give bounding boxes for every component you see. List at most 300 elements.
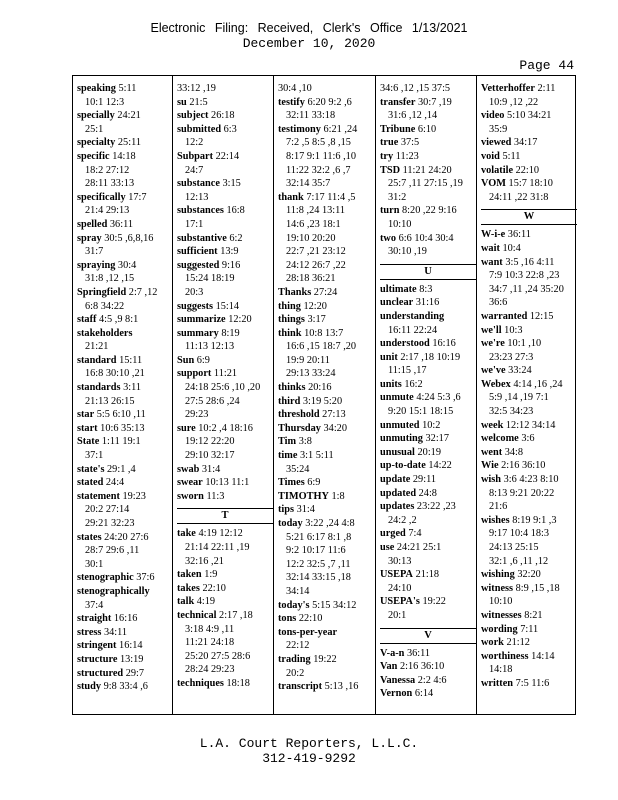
entry-continuation-line	[177, 136, 273, 150]
index-word: su	[177, 96, 187, 108]
page-line-refs: 6:9	[196, 354, 210, 366]
index-word: sure	[177, 422, 196, 434]
page-line-refs: 24:18 25:6 ,10 ,20	[185, 382, 261, 394]
index-word: statement	[77, 490, 120, 502]
index-word: testify	[278, 96, 305, 108]
index-word: swear	[177, 477, 203, 489]
entry-continuation-line	[380, 109, 476, 123]
page-line-refs: 34:11	[103, 626, 128, 638]
page-line-refs: 25:11	[117, 137, 141, 149]
index-entry	[77, 259, 173, 286]
index-entry	[380, 687, 476, 701]
entry-first-line	[177, 123, 273, 137]
page-line-refs: 12:20	[303, 300, 327, 312]
page-line-refs: 8:19 9:1 ,3	[512, 514, 557, 526]
index-entry	[380, 164, 476, 205]
entry-first-line	[380, 687, 476, 701]
page-line-refs: 3:6 4:23 8:10	[503, 474, 559, 486]
page-line-refs: 15:11	[119, 354, 143, 366]
entry-continuation-line	[77, 300, 173, 314]
index-word: thank	[278, 191, 304, 203]
index-entry	[177, 232, 273, 246]
index-word: transcript	[278, 681, 323, 693]
entry-continuation-line	[481, 500, 577, 514]
page-line-refs: 22:10	[515, 164, 540, 176]
index-entry	[278, 313, 374, 327]
entry-first-line	[481, 228, 577, 242]
index-entry	[481, 514, 577, 568]
index-entry	[77, 639, 173, 653]
section-letter: T	[177, 508, 273, 524]
index-word: taken	[177, 569, 202, 581]
page-line-refs: 1:9	[204, 569, 218, 581]
page-line-refs: 29:11	[412, 474, 436, 486]
page-line-refs: 20:2	[286, 667, 305, 679]
entry-first-line	[177, 595, 273, 609]
index-entry	[380, 459, 476, 473]
page-line-refs: 19:9 20:11	[286, 354, 330, 366]
page-line-refs: 21:14 22:11 ,19	[185, 542, 250, 553]
index-word: urged	[380, 528, 406, 540]
entry-continuation-line	[380, 191, 476, 205]
entry-first-line	[481, 364, 577, 378]
page-line-refs: 12:2 32:5 ,7 ,11	[286, 558, 351, 570]
page-line-refs: 35:9	[489, 123, 508, 135]
page-line-refs: 20:3	[185, 286, 204, 298]
index-entry	[380, 150, 476, 164]
page-line-refs: 7:2 ,5 8:5 ,8 ,15	[286, 137, 351, 149]
page-line-refs: 24:13 25:15	[489, 542, 539, 553]
page-line-refs: 2:17 ,18 10:19	[400, 351, 461, 363]
page-line-refs: 10:9 ,12 ,22	[489, 96, 539, 108]
entry-first-line	[380, 337, 476, 351]
index-word: witnesses	[481, 609, 522, 621]
page-line-refs: 29:13 33:24	[286, 368, 336, 380]
index-entry	[177, 527, 273, 568]
page-line-refs: 37:4	[85, 599, 104, 611]
entry-first-line	[481, 473, 577, 487]
index-entry	[481, 459, 577, 473]
entry-first-line	[177, 422, 273, 436]
entry-first-line	[380, 123, 476, 137]
index-word: swab	[177, 463, 200, 475]
index-word: we're	[481, 338, 505, 350]
entry-continuation-line	[77, 245, 173, 259]
index-column-3	[278, 82, 374, 694]
entry-continuation-line	[278, 177, 374, 191]
index-entry	[278, 300, 374, 314]
page-line-refs: 32:14 35:7	[286, 178, 331, 190]
entry-continuation-line	[77, 517, 173, 531]
entry-first-line	[177, 609, 273, 623]
entry-first-line	[77, 612, 173, 626]
page-line-refs: 19:22	[422, 596, 446, 608]
index-entry	[77, 150, 173, 191]
index-word: star	[77, 409, 95, 421]
entry-continuation-line	[481, 527, 577, 541]
index-entry	[177, 490, 273, 504]
index-entry	[481, 636, 577, 650]
entry-continuation-line	[77, 558, 173, 572]
entry-first-line	[481, 164, 577, 178]
page-line-refs: 24:20 27:6	[104, 531, 149, 543]
page-line-refs: 24:4	[105, 477, 125, 489]
entry-continuation-line	[278, 367, 374, 381]
entry-continuation-line	[77, 177, 173, 191]
index-word: ultimate	[380, 283, 417, 295]
entry-first-line	[278, 612, 374, 626]
entry-continuation-line	[177, 650, 273, 664]
index-entry	[481, 310, 577, 324]
index-word: stakeholders	[77, 327, 133, 339]
entry-first-line	[177, 245, 273, 259]
entry-first-line	[77, 136, 173, 150]
index-entry	[77, 680, 173, 694]
entry-first-line	[278, 395, 374, 409]
entry-first-line	[77, 232, 173, 246]
entry-first-line	[380, 136, 476, 150]
index-entry	[177, 313, 273, 327]
page-line-refs: 19:10 20:20	[286, 232, 336, 244]
entry-continuation-line	[278, 463, 374, 477]
page-line-refs: 21:12	[506, 637, 530, 649]
page-line-refs: 15:24 18:19	[185, 273, 235, 285]
index-entry	[177, 259, 273, 300]
page-line-refs: 11:15 ,17	[388, 365, 427, 377]
index-word: standards	[77, 382, 121, 394]
index-word: states	[77, 531, 102, 543]
index-word: subject	[177, 110, 209, 122]
entry-continuation-line	[380, 514, 476, 528]
index-word: tons-per-year	[278, 626, 338, 638]
entry-first-line	[481, 136, 577, 150]
index-word: wishes	[481, 514, 510, 526]
entry-continuation-line	[380, 177, 476, 191]
page-line-refs: 10:13 11:1	[205, 477, 250, 489]
page-line-refs: 37:1	[85, 450, 104, 462]
page-line-refs: 7:9 10:3 22:8 ,23	[489, 270, 560, 282]
page-line-refs: 13:9	[220, 246, 239, 258]
index-word: testimony	[278, 123, 321, 135]
index-word: Wie	[481, 460, 499, 472]
page-line-refs: 12:13	[185, 191, 209, 203]
entry-first-line	[278, 327, 374, 341]
entry-first-line	[481, 650, 577, 664]
page-line-refs: 8:9 ,15 ,18	[515, 582, 560, 594]
entry-continuation-line	[177, 663, 273, 677]
index-entry	[380, 568, 476, 595]
index-entry	[278, 449, 374, 476]
entry-first-line	[177, 177, 273, 191]
index-word: stenographically	[77, 585, 150, 597]
index-entry	[481, 242, 577, 256]
entry-continuation-line	[481, 96, 577, 110]
page-line-refs: 2:17 ,18	[219, 609, 253, 621]
index-word: state's	[77, 463, 105, 475]
index-entry	[481, 378, 577, 419]
index-word: up-to-date	[380, 460, 426, 472]
page-line-refs: 30:1	[85, 558, 104, 570]
page-line-refs: 30:7 ,19	[418, 96, 452, 108]
index-word: unit	[380, 351, 398, 363]
page-line-refs: 8:19	[221, 327, 240, 339]
page-line-refs: 6:9	[307, 477, 321, 489]
entry-first-line	[481, 337, 577, 351]
page-line-refs: 19:22	[313, 653, 337, 665]
page-line-refs: 14:14	[531, 650, 555, 662]
index-word: talk	[177, 596, 195, 608]
page-line-refs: 1:11 19:1	[101, 436, 141, 448]
page-line-refs: 28:24 29:23	[185, 664, 235, 676]
index-entry	[380, 378, 476, 392]
page-line-refs: 11:13 12:13	[185, 341, 235, 353]
index-word: straight	[77, 613, 112, 625]
index-word: spray	[77, 232, 102, 244]
index-word: worthiness	[481, 650, 529, 662]
index-entry	[278, 395, 374, 409]
entry-continuation-line	[278, 204, 374, 218]
entry-continuation-line	[77, 272, 173, 286]
index-entry	[278, 680, 374, 694]
entry-first-line	[77, 381, 173, 395]
page-line-refs: 6:2	[229, 232, 243, 244]
entry-continuation-line	[177, 286, 273, 300]
entry-continuation-line	[481, 405, 577, 419]
index-entry	[380, 473, 476, 487]
entry-first-line	[380, 541, 476, 555]
page-line-refs: 7:11	[520, 623, 539, 635]
page-line-refs: 29:10 32:17	[185, 450, 235, 462]
index-word: start	[77, 422, 98, 434]
index-entry	[77, 463, 173, 477]
index-word: substances	[177, 205, 224, 217]
page-line-refs: 21:4 29:13	[85, 205, 130, 217]
index-word: turn	[380, 205, 400, 217]
index-word: wait	[481, 242, 500, 254]
entry-first-line	[77, 327, 173, 341]
page-line-refs: 37:6	[136, 572, 155, 584]
entry-continuation-line	[77, 340, 173, 354]
index-word: try	[380, 150, 394, 162]
page-line-refs: 23:22 ,23	[416, 501, 456, 513]
entry-first-line	[380, 674, 476, 688]
entry-first-line	[481, 623, 577, 637]
index-word: spelled	[77, 218, 108, 230]
entry-continuation-line	[177, 218, 273, 232]
index-entry	[278, 476, 374, 490]
index-entry	[77, 232, 173, 259]
entry-continuation-line	[278, 544, 374, 558]
index-word: today	[278, 518, 303, 529]
entry-continuation-line	[77, 599, 173, 613]
index-entry	[481, 136, 577, 150]
entry-first-line	[278, 96, 374, 110]
index-word: sufficient	[177, 246, 218, 258]
page-line-refs: 2:16 36:10	[501, 460, 546, 472]
entry-continuation-line	[77, 96, 173, 110]
entry-first-line	[481, 636, 577, 650]
page-line-refs: 10:8 13:7	[304, 327, 344, 339]
entry-continuation-line	[278, 272, 374, 286]
section-letter: V	[380, 628, 476, 644]
filing-header: Electronic Filing: Received, Clerk's Office 1/13/2021	[150, 21, 468, 35]
index-entry	[278, 381, 374, 395]
index-entry	[278, 82, 374, 96]
page-line-refs: 13:19	[120, 653, 144, 665]
index-word: Thanks	[278, 286, 312, 298]
page-line-refs: 32:1 ,6 ,11 ,12	[489, 555, 549, 567]
index-entry	[278, 191, 374, 286]
index-entry	[380, 310, 476, 337]
index-entry	[77, 381, 173, 408]
index-entry	[177, 96, 273, 110]
index-entry	[481, 256, 577, 310]
page-line-refs: 7:4	[408, 528, 422, 540]
page-line-refs: 34:17	[513, 137, 538, 149]
index-entry	[380, 232, 476, 259]
page-line-refs: 3:1 5:11	[300, 450, 334, 462]
entry-first-line	[481, 446, 577, 460]
entry-continuation-line	[177, 636, 273, 650]
entry-continuation-line	[380, 609, 476, 623]
index-word: wish	[481, 474, 502, 486]
index-word: Thursday	[278, 422, 321, 434]
page-line-refs: 16:16	[113, 613, 138, 625]
page-line-refs: 32:14 33:15 ,18	[286, 572, 351, 584]
entry-first-line	[177, 463, 273, 477]
page-line-refs: 29:1 ,4	[107, 463, 136, 475]
entry-continuation-line	[278, 585, 374, 599]
index-word: Subpart	[177, 150, 214, 162]
page-line-refs: 22:10	[298, 613, 323, 625]
index-entry	[278, 96, 374, 123]
entry-continuation-line	[481, 123, 577, 137]
page-line-refs: 11:3	[206, 490, 225, 502]
index-word: substantive	[177, 232, 227, 244]
index-word: structure	[77, 653, 118, 665]
index-entry	[278, 517, 374, 599]
index-word: true	[380, 137, 399, 149]
page-line-refs: 20:1	[388, 609, 407, 621]
page-line-refs: 11:22 32:2 ,6 ,7	[286, 164, 351, 176]
page-line-refs: 27:13	[322, 409, 346, 421]
index-entry	[380, 96, 476, 123]
index-word: W-i-e	[481, 229, 506, 241]
index-entry	[77, 612, 173, 626]
index-entry	[380, 660, 476, 674]
index-word: TIMOTHY	[278, 490, 329, 502]
page-line-refs: 3:5 ,16 4:11	[505, 256, 555, 268]
page-line-refs: 19:12 22:20	[185, 436, 235, 448]
entry-first-line	[177, 354, 273, 368]
entry-continuation-line	[278, 259, 374, 273]
index-entry	[177, 609, 273, 677]
entry-continuation-line	[278, 232, 374, 246]
index-entry	[77, 327, 173, 354]
index-entry	[278, 653, 374, 680]
page-line-refs: 24:7	[185, 164, 204, 176]
page-line-refs: 3:8	[298, 436, 312, 448]
entry-continuation-line	[177, 381, 273, 395]
entry-first-line	[177, 568, 273, 582]
entry-continuation-line	[481, 541, 577, 555]
entry-first-line	[77, 531, 173, 545]
page-line-refs: 21:13 26:15	[85, 395, 135, 407]
index-entry	[177, 123, 273, 150]
index-word: stress	[77, 626, 102, 638]
index-word: void	[481, 150, 500, 162]
index-entry	[77, 653, 173, 667]
page-line-refs: 6:20 9:2 ,6	[307, 96, 352, 108]
index-entry	[380, 283, 476, 297]
index-entry	[77, 585, 173, 612]
page-line-refs: 3:22 ,24 4:8	[305, 518, 355, 529]
index-word: witness	[481, 582, 514, 594]
page-line-refs: 24:21 25:1	[396, 542, 442, 553]
index-entry	[481, 177, 577, 204]
entry-first-line	[177, 232, 273, 246]
index-entry	[77, 490, 173, 531]
entry-continuation-line	[177, 408, 273, 422]
page-line-refs: 6:6 10:4 30:4	[398, 232, 454, 244]
entry-first-line	[177, 204, 273, 218]
index-word: USEPA	[380, 569, 413, 581]
entry-continuation-line	[177, 395, 273, 409]
page-line-refs: 5:9 ,14 ,19 7:1	[489, 392, 549, 404]
page-line-refs: 25:20 27:5 28:6	[185, 650, 251, 662]
page-line-refs: 30:4 ,10	[278, 83, 312, 94]
index-column-1	[77, 82, 173, 694]
entry-first-line	[177, 300, 273, 314]
page-line-refs: 6:8 34:22	[85, 300, 125, 312]
index-word: standard	[77, 354, 117, 366]
index-word: welcome	[481, 433, 519, 445]
index-word: unmuted	[380, 419, 420, 431]
index-word: warranted	[481, 310, 528, 322]
page-line-refs: 29:23	[185, 409, 209, 421]
page-line-refs: 22:10	[202, 582, 226, 594]
entry-first-line	[278, 300, 374, 314]
page-line-refs: 12:2	[185, 137, 204, 149]
page-line-refs: 32:5 34:23	[489, 406, 534, 418]
index-word: stringent	[77, 640, 117, 652]
entry-first-line	[177, 527, 273, 541]
page-line-refs: 9:16	[221, 259, 241, 271]
index-word: transfer	[380, 96, 416, 108]
page-line-refs: 20:19	[417, 446, 441, 458]
index-word: Vanessa	[380, 674, 416, 686]
index-word: week	[481, 419, 504, 431]
page-line-refs: 8:3	[419, 283, 433, 295]
entry-first-line	[380, 459, 476, 473]
index-entry	[177, 300, 273, 314]
page-line-refs: 4:14 ,16 ,24	[513, 378, 563, 390]
entry-continuation-line	[278, 109, 374, 123]
page-line-refs: 2:2 4:6	[417, 674, 447, 686]
entry-first-line	[380, 351, 476, 365]
page-line-refs: 27:5 28:6 ,24	[185, 395, 240, 407]
entry-first-line	[481, 514, 577, 528]
page-line-refs: 14:6 ,23 18:1	[286, 218, 341, 230]
index-word: things	[278, 314, 305, 326]
index-word: wishing	[481, 569, 515, 581]
page-line-refs: 32:16 ,21	[185, 555, 224, 567]
index-word: written	[481, 677, 514, 689]
entry-continuation-line	[278, 354, 374, 368]
page-line-refs: 11:21 24:20	[402, 164, 452, 176]
entry-first-line	[77, 354, 173, 368]
index-entry	[177, 354, 273, 368]
